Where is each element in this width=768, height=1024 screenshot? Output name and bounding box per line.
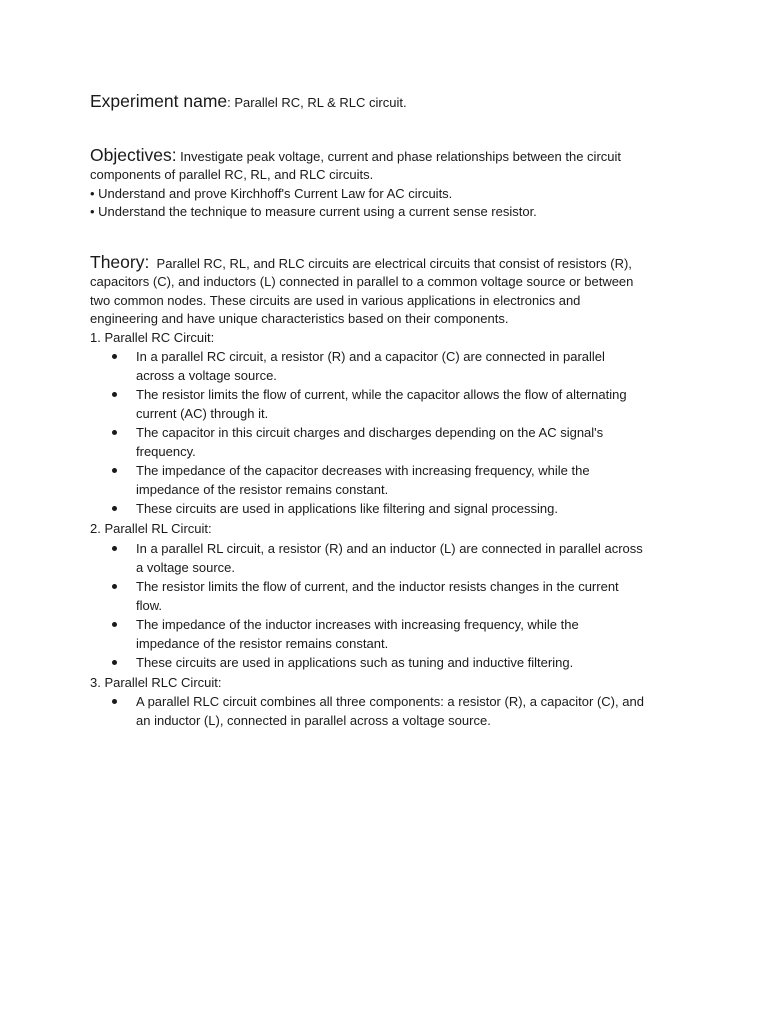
list-item-line-2: across a voltage source.: [136, 368, 277, 383]
theory-label: Theory:: [90, 251, 150, 272]
theory-block: [90, 253, 680, 731]
section-title-rlc: 3. Parallel RLC Circuit:: [90, 674, 222, 690]
rlc-bullet-list: [90, 692, 680, 730]
list-item-line-2: flow.: [136, 597, 163, 613]
list-item: [90, 423, 680, 461]
experiment-name-line: [90, 92, 680, 113]
objectives-text-1: Investigate peak voltage, current and phase relationships between the circuit: [176, 148, 621, 164]
experiment-name-label: Experiment name: [90, 91, 228, 111]
list-item: [90, 539, 680, 577]
theory-text-4: engineering and have unique characteristics based on their components.: [90, 311, 509, 326]
bullet-dot-icon: [112, 699, 117, 704]
list-item-line-1: The capacitor in this circuit charges and discharges depending on the AC signal's: [136, 425, 604, 440]
list-item-line-1: In a parallel RL circuit, a resistor (R) and an inductor (L) are connected in parallel across: [136, 540, 643, 556]
list-item-line-2: impedance of the resistor remains constant.: [136, 482, 389, 497]
bullet-dot-icon: [112, 392, 117, 397]
theory-text-3: two common nodes. These circuits are used in various applications in electronics and: [90, 292, 581, 308]
list-item: [90, 577, 680, 615]
list-item-line-2: a voltage source.: [136, 559, 236, 575]
experiment-name-value: : Parallel RC, RL & RLC circuit.: [227, 95, 407, 110]
list-item-line-1: A parallel RLC circuit combines all three components: a resistor (R), a capacitor (C), and: [136, 694, 644, 709]
list-item-line-2: current (AC) through it.: [136, 406, 269, 421]
list-item-line-1: The impedance of the inductor increases with increasing frequency, while the: [136, 616, 579, 632]
list-item: [90, 692, 680, 730]
bullet-dot-icon: [112, 660, 117, 665]
bullet-dot-icon: [112, 354, 117, 359]
objectives-text-2: components of parallel RC, RL, and RLC circuits.: [90, 167, 374, 182]
list-item-line-1: The resistor limits the flow of current, and the inductor resists changes in the current: [136, 578, 619, 594]
objectives-block: [90, 146, 680, 222]
rl-bullet-list: [90, 539, 680, 672]
list-item-line-1: These circuits are used in applications such as tuning and inductive filtering.: [136, 654, 574, 670]
list-item: [90, 347, 680, 385]
objectives-bullet-1: • Understand and prove Kirchhoff's Current Law for AC circuits.: [90, 185, 453, 201]
bullet-dot-icon: [112, 430, 117, 435]
document-page: [90, 92, 680, 730]
bullet-dot-icon: [112, 584, 117, 589]
list-item-line-2: frequency.: [136, 444, 196, 459]
list-item-line-1: These circuits are used in applications like filtering and signal processing.: [136, 501, 558, 516]
bullet-dot-icon: [112, 622, 117, 627]
list-item: [90, 461, 680, 499]
objectives-bullet-2: • Understand the technique to measure current using a current sense resistor.: [90, 204, 537, 219]
bullet-dot-icon: [112, 506, 117, 511]
rc-bullet-list: [90, 347, 680, 518]
theory-line-1: [90, 253, 680, 274]
theory-text-1: Parallel RC, RL, and RLC circuits are electrical circuits that consist of resistors (R),: [149, 255, 632, 271]
list-item-line-1: The resistor limits the flow of current, while the capacitor allows the flow of alternating: [136, 387, 627, 402]
section-title-rl: 2. Parallel RL Circuit:: [90, 521, 212, 536]
list-item: [90, 499, 680, 518]
list-item: [90, 385, 680, 423]
section-title-rc: 1. Parallel RC Circuit:: [90, 329, 215, 345]
bullet-dot-icon: [112, 468, 117, 473]
objectives-label: Objectives:: [90, 144, 177, 165]
list-item-line-2: impedance of the resistor remains constant.: [136, 635, 389, 651]
objectives-line-1: [90, 146, 680, 167]
list-item-line-2: an inductor (L), connected in parallel across a voltage source.: [136, 713, 491, 728]
list-item-line-1: The impedance of the capacitor decreases with increasing frequency, while the: [136, 463, 590, 478]
list-item: [90, 653, 680, 672]
list-item: [90, 615, 680, 653]
bullet-dot-icon: [112, 546, 117, 551]
theory-text-2: capacitors (C), and inductors (L) connected in parallel to a common voltage source or between: [90, 274, 634, 289]
list-item-line-1: In a parallel RC circuit, a resistor (R) and a capacitor (C) are connected in parallel: [136, 349, 605, 364]
